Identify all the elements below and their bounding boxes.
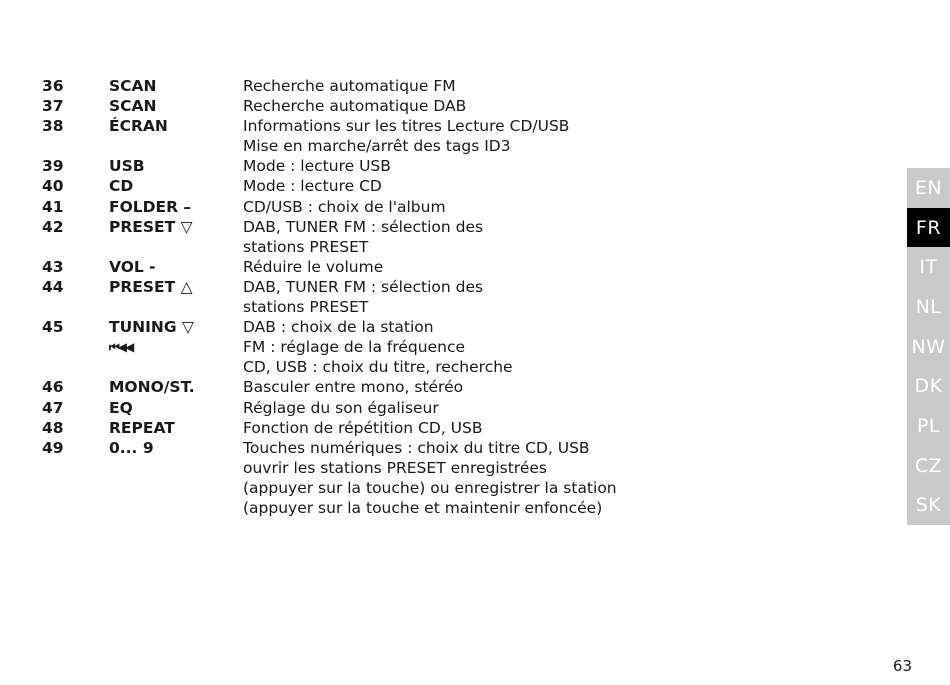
description-line: Réglage du son égaliseur [243,398,439,417]
list-item [42,217,642,257]
description-line: FM : réglage de la fréquence [243,338,466,357]
item-key-label [109,217,243,257]
key-name: USB [109,157,145,176]
item-description [243,438,642,518]
key-name: SCAN [109,77,157,95]
key-name: PRESET ▽ [109,217,193,236]
item-number: 38 [42,117,64,136]
item-description [243,277,642,317]
key-name: CD [109,177,134,196]
key-name: 0... 9 [109,438,154,457]
item-key-label [109,257,243,277]
item-key-label [109,156,243,176]
item-number: 39 [42,157,64,176]
item-number: 40 [42,177,64,196]
list-item [42,277,642,317]
description-line: Mise en marche/arrêt des tags ID3 [243,137,511,156]
item-key-label [109,116,243,156]
item-number: 46 [42,378,64,397]
list-item [42,116,642,156]
description-line: Touches numériques : choix du titre CD, USB [243,438,590,457]
description-line: CD/USB : choix de l'album [243,197,446,216]
skip-back-icon: ⏮◀◀ [109,340,133,355]
list-item [42,257,642,277]
list-item [42,438,642,518]
description-line: stations PRESET [243,298,369,317]
list-item [42,377,642,397]
item-description [243,217,642,257]
item-description [243,96,642,116]
language-tabs [907,168,950,525]
page-number: 63 [892,657,912,675]
description-line: Mode : lecture CD [243,177,382,196]
item-number: 37 [42,97,64,116]
item-number: 45 [42,318,64,337]
key-name: TUNING ▽ [109,318,194,337]
item-number: 49 [42,438,64,457]
description-line: Fonction de répétition CD, USB [243,418,483,437]
item-number: 42 [42,217,64,236]
item-key-label [109,418,243,438]
description-line: CD, USB : choix du titre, recherche [243,358,513,377]
function-list [42,76,642,518]
tab-language-pl[interactable]: PL [916,414,941,437]
list-item [42,418,642,438]
description-line: Réduire le volume [243,257,384,276]
key-name: PRESET △ [109,277,193,296]
item-key-label [109,438,243,518]
key-name: EQ [109,398,133,417]
item-number: 43 [42,257,64,276]
item-key-label [109,277,243,317]
tab-language-nw[interactable]: NW [911,335,946,358]
key-name: VOL - [109,257,156,276]
description-line: DAB, TUNER FM : sélection des [243,277,484,296]
item-number: 48 [42,418,64,437]
description-line: Informations sur les titres Lecture CD/USB [243,117,570,136]
item-key-label [109,317,243,377]
item-description [243,156,642,176]
item-key-label [109,377,243,397]
description-line: Recherche automatique FM [243,77,456,95]
tab-language-fr[interactable]: FR [907,208,950,248]
list-item [42,76,642,96]
key-name: SCAN [109,97,157,116]
list-item [42,176,642,196]
item-key-label [109,76,243,96]
item-key-label [109,96,243,116]
item-description [243,418,642,438]
item-number: 44 [42,277,64,296]
description-line: DAB : choix de la station [243,318,434,337]
description-line: (appuyer sur la touche et maintenir enfoncée) [243,498,603,517]
description-line: Recherche automatique DAB [243,97,467,116]
item-key-label [109,398,243,418]
key-name: MONO/ST. [109,378,195,397]
tab-language-en[interactable]: EN [914,176,943,199]
list-item [42,197,642,217]
item-description [243,116,642,156]
key-name: REPEAT [109,418,175,437]
item-number: 36 [42,77,64,95]
item-key-label [109,197,243,217]
item-description [243,317,642,377]
item-description [243,197,642,217]
tab-language-it[interactable]: IT [919,256,938,279]
description-line: ouvrir les stations PRESET enregistrées [243,458,547,477]
list-item [42,156,642,176]
key-name: ÉCRAN [109,117,168,136]
item-number: 47 [42,398,64,417]
tab-language-cz[interactable]: CZ [914,454,943,477]
description-line: stations PRESET [243,237,369,256]
item-description [243,377,642,397]
list-item [42,317,642,377]
description-line: Basculer entre mono, stéréo [243,378,464,397]
description-line: Mode : lecture USB [243,157,391,176]
list-item [42,398,642,418]
tab-language-dk[interactable]: DK [914,375,943,398]
item-description [243,176,642,196]
description-line: DAB, TUNER FM : sélection des [243,217,484,236]
list-item [42,96,642,116]
item-description [243,76,642,96]
item-description [243,257,642,277]
item-key-label [109,176,243,196]
key-name: FOLDER – [109,197,192,216]
item-description [243,398,642,418]
description-line: (appuyer sur la touche) ou enregistrer la station [243,478,617,497]
tab-language-nl[interactable]: NL [915,295,942,318]
tab-language-sk[interactable]: SK [915,494,942,517]
item-number: 41 [42,197,64,216]
